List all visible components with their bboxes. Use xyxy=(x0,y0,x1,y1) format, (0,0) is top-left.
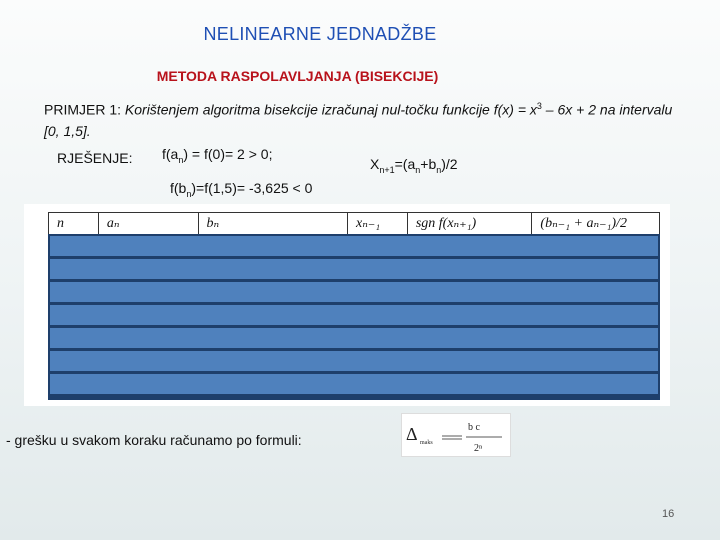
example-label: PRIMJER 1: xyxy=(44,101,125,118)
page-number: 16 xyxy=(662,508,675,520)
error-formula-image xyxy=(401,413,511,457)
formula-div: )/2 xyxy=(441,156,458,172)
midpoint-formula xyxy=(370,156,458,175)
error-delta: Δ xyxy=(406,424,418,444)
table-row xyxy=(50,236,658,256)
example-text-b: – 6x + 2 na intervalu [0, 1,5]. xyxy=(44,101,673,139)
solution-label: RJEŠENJE: xyxy=(57,150,133,166)
header-sgn: sgn f(xₙ₊₁) xyxy=(408,213,533,235)
table-row xyxy=(50,259,658,279)
table-row xyxy=(50,305,658,325)
error-formula-svg xyxy=(402,414,512,458)
fb-part-b: )=f(1,5)= -3,625 < 0 xyxy=(191,180,313,196)
formula-sub-a: n xyxy=(415,164,421,175)
header-bn: bₙ xyxy=(199,213,349,235)
fb-sub: n xyxy=(186,188,192,199)
header-an: aₙ xyxy=(99,213,199,235)
table-header xyxy=(48,212,660,236)
error-sub: maks xyxy=(420,440,433,446)
fa-sub: n xyxy=(178,154,184,165)
fb-part-a: f(b xyxy=(170,180,187,196)
bisection-table xyxy=(24,204,670,406)
table-body xyxy=(48,234,660,400)
formula-sub-b: n xyxy=(436,164,442,175)
slide-title: NELINEARNE JEDNADŽBE xyxy=(203,24,437,44)
table-row xyxy=(50,351,658,371)
formula-x: X xyxy=(370,156,380,172)
example-text-a: Korištenjem algoritma bisekcije izračunaj nul-točku funkcije f(x) = x xyxy=(124,101,537,118)
example-text xyxy=(44,96,684,142)
formula-plus-b: +b xyxy=(420,156,437,172)
error-denominator: 2ⁿ xyxy=(474,443,483,454)
fa-expression xyxy=(162,146,272,165)
error-note: - grešku u svakom koraku računamo po formuli: xyxy=(6,432,302,448)
slide-subtitle: METODA RASPOLAVLJANJA (BISEKCIJE) xyxy=(156,68,439,84)
fa-part-a: f(a xyxy=(162,146,179,162)
example-exponent: 3 xyxy=(536,101,542,111)
formula-sub-n1: n+1 xyxy=(379,164,395,175)
header-midpoint: (bₙ₋₁ + aₙ₋₁)/2 xyxy=(540,216,627,231)
table-row xyxy=(50,328,658,348)
header-xn-1: xₙ₋₁ xyxy=(348,213,408,235)
table-row xyxy=(50,374,658,394)
error-numerator: b c xyxy=(468,422,480,433)
fa-part-b: ) = f(0)= 2 > 0; xyxy=(183,146,273,162)
header-n: n xyxy=(49,213,99,235)
fb-expression xyxy=(170,180,312,199)
table-row xyxy=(50,282,658,302)
formula-eq-a: =(a xyxy=(394,156,416,172)
